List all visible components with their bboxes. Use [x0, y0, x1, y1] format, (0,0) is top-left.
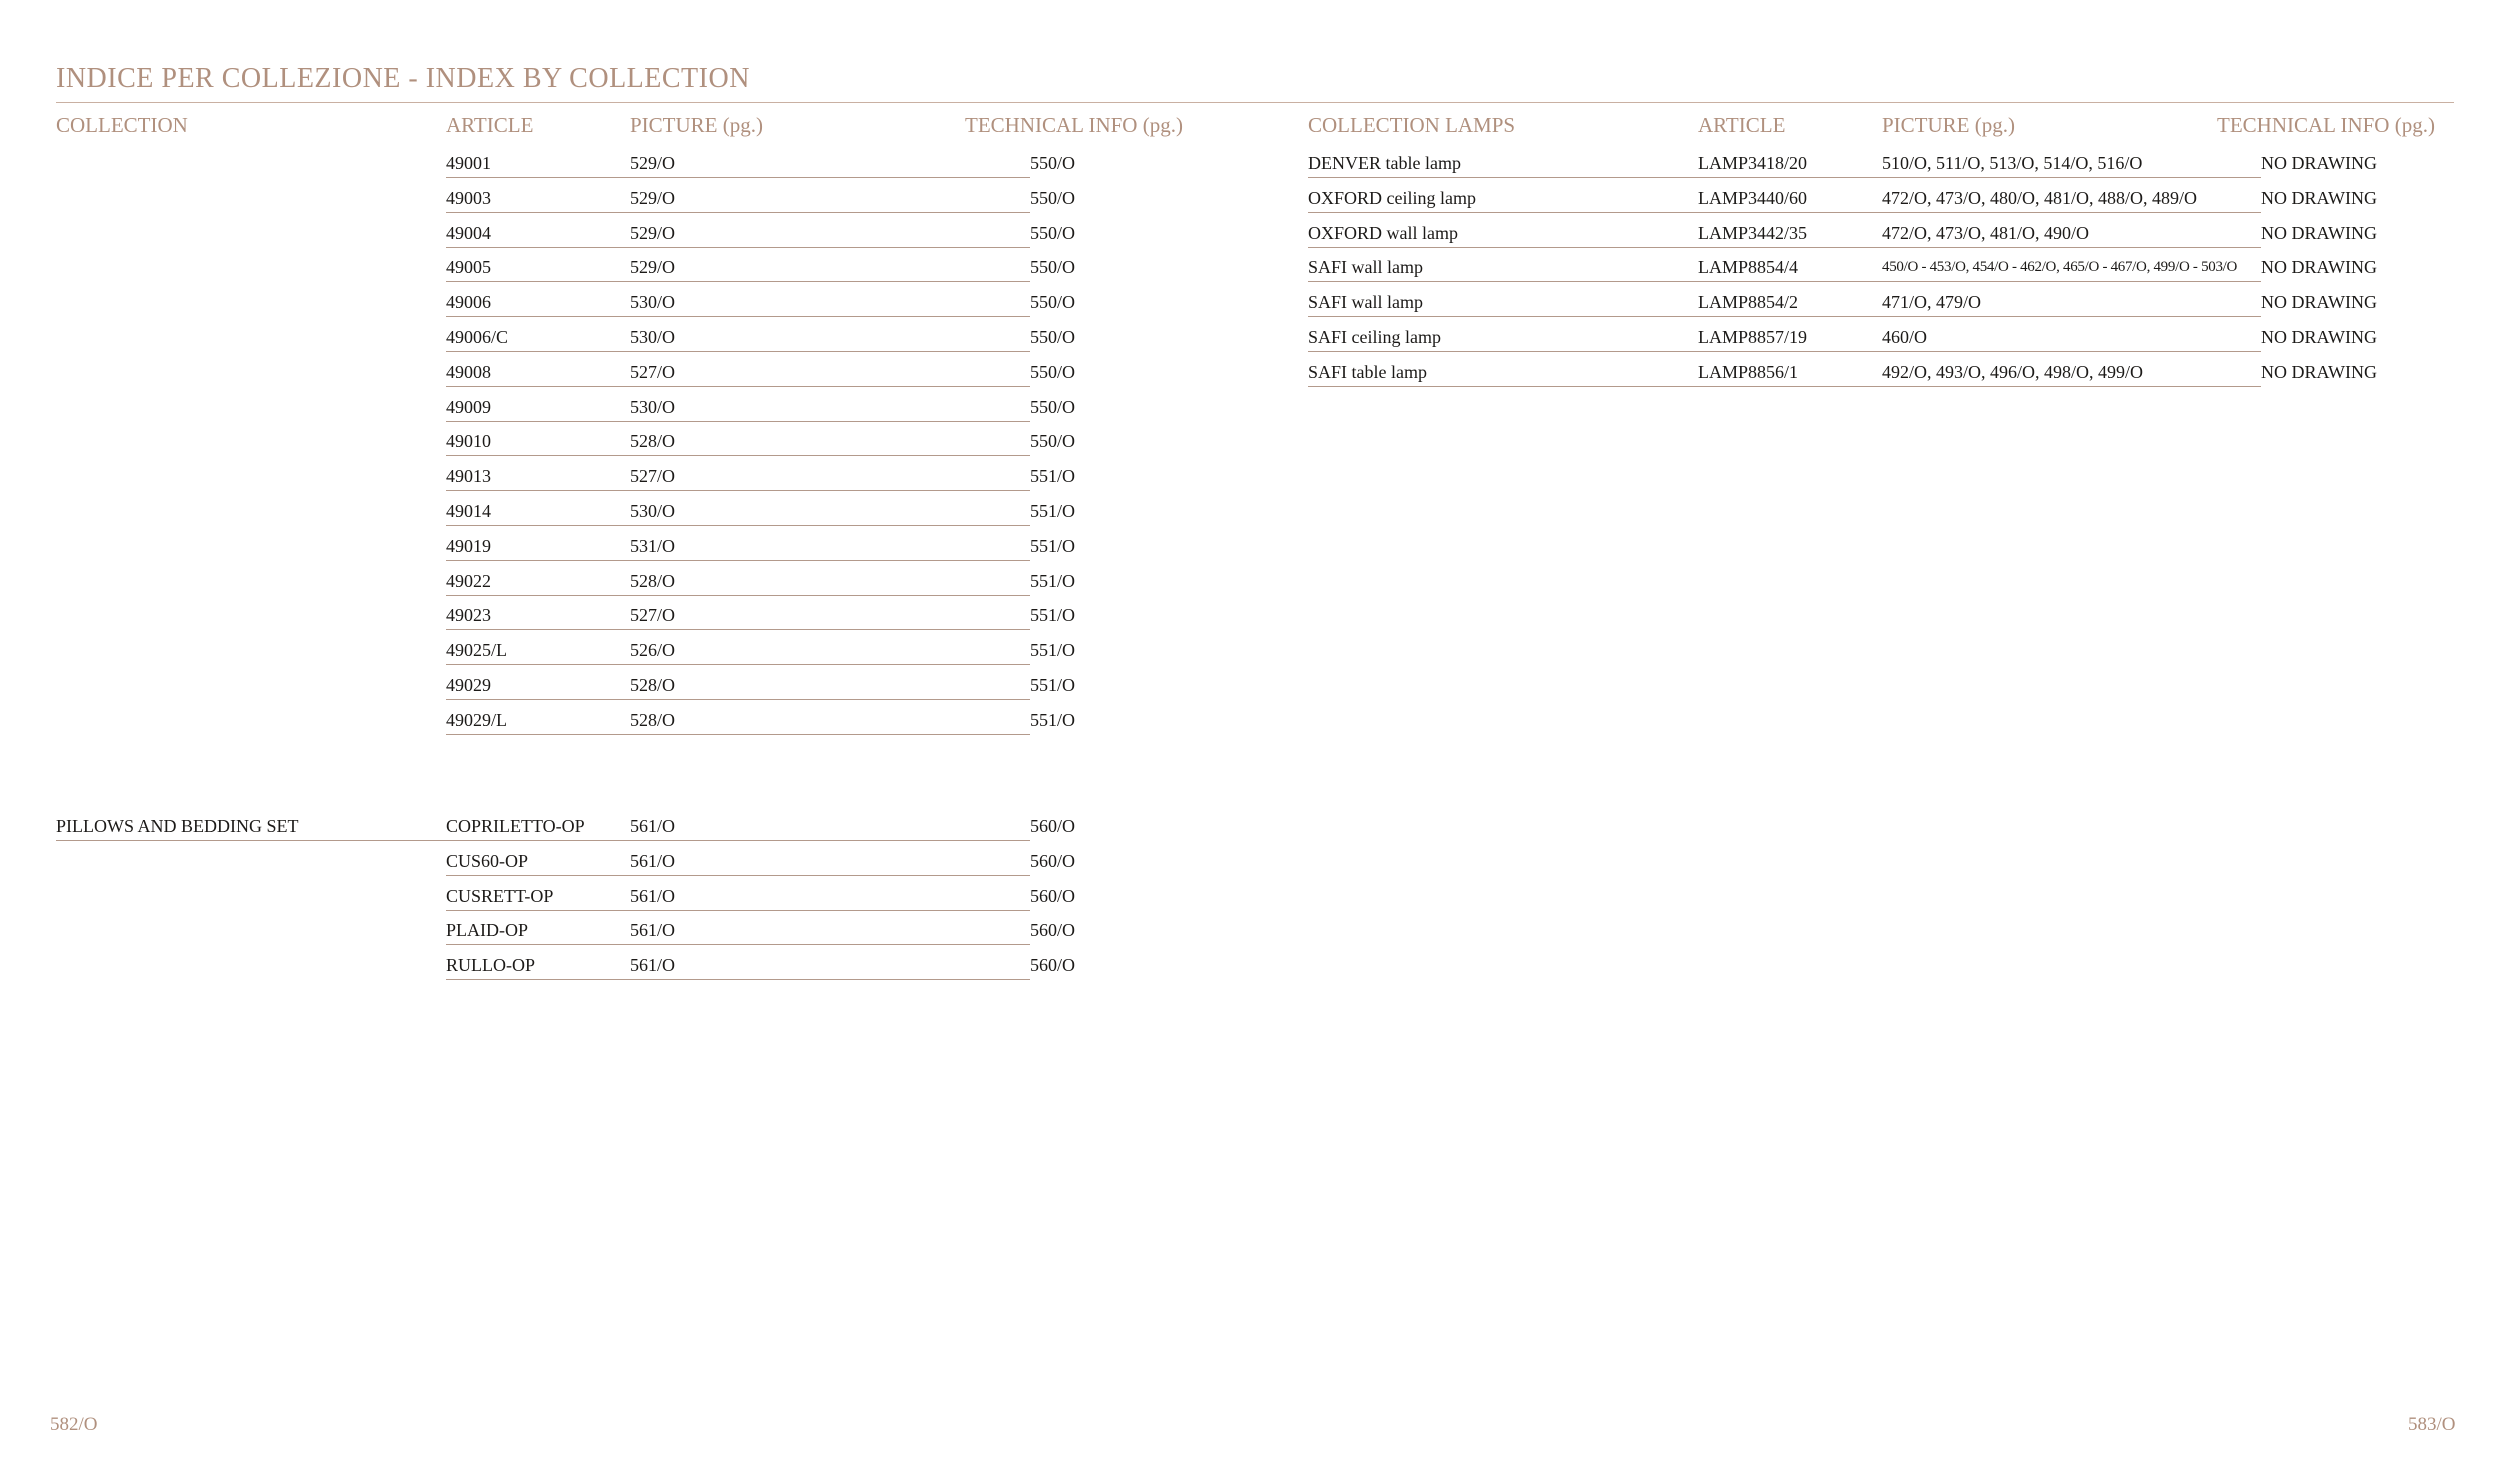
- picture-cell: [630, 951, 1030, 980]
- article-cell: [446, 812, 630, 841]
- picture-cell-text: 561/O: [630, 955, 675, 976]
- article-cell: [1698, 253, 1882, 282]
- technical-cell-text: 551/O: [1030, 675, 1075, 695]
- picture-cell: [630, 847, 1030, 876]
- picture-cell: [630, 427, 1030, 456]
- article-cell: [446, 532, 630, 561]
- article-cell: [446, 601, 630, 630]
- article-cell-text: 49005: [446, 257, 491, 278]
- article-cell: [446, 427, 630, 456]
- technical-cell-text: 551/O: [1030, 570, 1075, 591]
- picture-cell-text: 450/O - 453/O, 454/O - 462/O, 465/O - 467/O, 499/O - 503/O: [1882, 259, 2238, 276]
- picture-cell-text: 527/O: [630, 361, 675, 382]
- article-cell: [1698, 323, 1882, 352]
- technical-cell: [1030, 636, 1180, 664]
- technical-cell-text: 550/O: [1030, 361, 1075, 382]
- picture-cell: [630, 323, 1030, 352]
- picture-cell-text: 528/O: [630, 431, 675, 452]
- article-cell-text: 49004: [446, 222, 491, 243]
- picture-cell-text: 527/O: [630, 605, 675, 626]
- technical-cell-text: 550/O: [1030, 327, 1075, 347]
- technical-cell: [1030, 149, 1180, 177]
- collection-cell-text: SAFI ceiling lamp: [1308, 327, 1441, 347]
- article-cell: [446, 671, 630, 700]
- article-cell: [446, 951, 630, 980]
- collection-cell-text: SAFI wall lamp: [1308, 257, 1423, 278]
- collection-cell: [1308, 184, 1698, 213]
- article-cell-text: LAMP3418/20: [1698, 153, 1808, 173]
- collection-cell: [1308, 323, 1698, 352]
- picture-cell: [630, 149, 1030, 178]
- technical-cell-text: NO DRAWING: [2261, 327, 2378, 347]
- technical-cell-text: 551/O: [1030, 605, 1075, 626]
- article-cell-text: LAMP8854/2: [1698, 292, 1799, 313]
- article-cell-text: 49014: [446, 501, 491, 521]
- technical-cell: [2261, 149, 2411, 177]
- article-cell: [446, 393, 630, 422]
- article-cell: [446, 219, 630, 248]
- picture-cell: [1882, 149, 2261, 178]
- article-cell: [446, 636, 630, 665]
- article-cell-text: 49003: [446, 187, 491, 208]
- picture-cell-text: 528/O: [630, 709, 675, 730]
- technical-cell-text: 550/O: [1030, 431, 1075, 452]
- article-cell-text: 49008: [446, 361, 491, 382]
- picture-cell-text: 472/O, 473/O, 481/O, 490/O: [1882, 222, 2089, 243]
- page-title: INDICE PER COLLEZIONE - INDEX BY COLLECTION: [56, 63, 750, 94]
- technical-cell: [1030, 358, 1180, 386]
- article-cell: [1698, 288, 1882, 317]
- technical-cell-text: 550/O: [1030, 153, 1075, 173]
- article-cell: [446, 358, 630, 387]
- article-cell-text: LAMP3440/60: [1698, 187, 1808, 208]
- right-header-picture: PICTURE (pg.): [1882, 113, 2015, 137]
- picture-cell-text: 530/O: [630, 501, 675, 521]
- article-cell-text: PLAID-OP: [446, 920, 529, 941]
- technical-cell: [1030, 497, 1180, 525]
- picture-cell-text: 526/O: [630, 640, 675, 661]
- collection-cell: [1308, 288, 1698, 317]
- technical-cell-text: NO DRAWING: [2261, 257, 2378, 278]
- technical-cell-text: NO DRAWING: [2261, 292, 2378, 313]
- right-header-collection: COLLECTION LAMPS: [1308, 113, 1516, 137]
- left-header-article: ARTICLE: [446, 113, 534, 137]
- technical-cell: [1030, 951, 1180, 979]
- article-cell: [1698, 184, 1882, 213]
- technical-cell: [1030, 882, 1180, 910]
- picture-cell-text: 472/O, 473/O, 480/O, 481/O, 488/O, 489/O: [1882, 187, 2197, 208]
- technical-cell: [2261, 219, 2411, 247]
- article-cell: [1698, 149, 1882, 178]
- technical-cell-text: 560/O: [1030, 955, 1075, 976]
- picture-cell: [1882, 358, 2261, 387]
- picture-cell: [630, 916, 1030, 945]
- article-cell-text: LAMP3442/35: [1698, 222, 1808, 243]
- article-cell-text: 49022: [446, 570, 491, 591]
- technical-cell-text: 550/O: [1030, 292, 1075, 313]
- technical-cell: [1030, 462, 1180, 490]
- technical-cell: [1030, 812, 1180, 840]
- technical-cell: [1030, 567, 1180, 595]
- picture-cell: [1882, 288, 2261, 317]
- technical-cell-text: 551/O: [1030, 501, 1075, 521]
- article-cell: [446, 916, 630, 945]
- picture-cell-text: 527/O: [630, 466, 675, 487]
- technical-cell-text: 560/O: [1030, 816, 1075, 836]
- picture-cell-text: 529/O: [630, 187, 675, 208]
- technical-cell: [1030, 847, 1180, 875]
- article-cell-text: 49025/L: [446, 640, 507, 661]
- technical-cell: [2261, 253, 2411, 281]
- technical-cell-text: 551/O: [1030, 535, 1075, 556]
- title-rule: [56, 102, 2454, 103]
- article-cell-text: RULLO-OP: [446, 955, 535, 976]
- collection-cell: [1308, 149, 1698, 178]
- picture-cell-text: 529/O: [630, 222, 675, 243]
- picture-cell: [1882, 253, 2261, 282]
- technical-cell: [2261, 323, 2411, 351]
- picture-cell: [630, 288, 1030, 317]
- article-cell-text: 49029/L: [446, 709, 507, 730]
- picture-cell: [630, 219, 1030, 248]
- technical-cell: [1030, 323, 1180, 351]
- picture-cell: [630, 393, 1030, 422]
- technical-cell: [2261, 288, 2411, 316]
- collection-cell-text: SAFI wall lamp: [1308, 292, 1423, 313]
- technical-cell-text: 560/O: [1030, 920, 1075, 941]
- collection-cell-text: SAFI table lamp: [1308, 361, 1427, 382]
- technical-cell-text: NO DRAWING: [2261, 187, 2378, 208]
- technical-cell: [1030, 288, 1180, 316]
- technical-cell-text: 550/O: [1030, 257, 1075, 278]
- technical-cell-text: 560/O: [1030, 885, 1075, 906]
- picture-cell-text: 492/O, 493/O, 496/O, 498/O, 499/O: [1882, 361, 2143, 382]
- picture-cell: [630, 601, 1030, 630]
- picture-cell-text: 528/O: [630, 570, 675, 591]
- technical-cell-text: 550/O: [1030, 187, 1075, 208]
- technical-cell-text: NO DRAWING: [2261, 361, 2378, 382]
- picture-cell: [630, 358, 1030, 387]
- technical-cell: [1030, 671, 1180, 699]
- technical-cell: [1030, 253, 1180, 281]
- technical-cell: [1030, 427, 1180, 455]
- picture-cell-text: 471/O, 479/O: [1882, 292, 1981, 313]
- article-cell-text: LAMP8857/19: [1698, 327, 1808, 347]
- technical-cell-text: NO DRAWING: [2261, 222, 2378, 243]
- technical-cell: [1030, 184, 1180, 212]
- article-cell: [446, 567, 630, 596]
- article-cell-text: 49009: [446, 396, 491, 417]
- picture-cell: [630, 812, 1030, 841]
- page-number-left: 582/O: [50, 1414, 98, 1435]
- picture-cell-text: 510/O, 511/O, 513/O, 514/O, 516/O: [1882, 153, 2143, 173]
- picture-cell-text: 528/O: [630, 675, 675, 695]
- picture-cell: [630, 184, 1030, 213]
- article-cell: [446, 184, 630, 213]
- collection-cell: [1308, 358, 1698, 387]
- article-cell: [446, 462, 630, 491]
- technical-cell: [1030, 706, 1180, 734]
- collection-cell-text: PILLOWS AND BEDDING SET: [56, 816, 299, 836]
- picture-cell: [630, 706, 1030, 735]
- technical-cell: [1030, 393, 1180, 421]
- collection-cell-text: OXFORD wall lamp: [1308, 222, 1458, 243]
- technical-cell-text: 551/O: [1030, 466, 1075, 487]
- picture-cell: [630, 532, 1030, 561]
- technical-cell: [1030, 532, 1180, 560]
- article-cell-text: 49013: [446, 466, 491, 487]
- article-cell: [446, 847, 630, 876]
- collection-cell-text: DENVER table lamp: [1308, 153, 1461, 173]
- article-cell-text: 49029: [446, 675, 491, 695]
- collection-cell: [1308, 253, 1698, 282]
- collection-cell-text: OXFORD ceiling lamp: [1308, 187, 1476, 208]
- article-cell: [446, 149, 630, 178]
- article-cell: [446, 253, 630, 282]
- picture-cell: [630, 671, 1030, 700]
- article-cell-text: 49006/C: [446, 327, 509, 347]
- picture-cell: [1882, 323, 2261, 352]
- left-header-picture: PICTURE (pg.): [630, 113, 763, 137]
- picture-cell-text: 561/O: [630, 816, 675, 836]
- article-cell-text: 49001: [446, 153, 491, 173]
- article-cell-text: CUS60-OP: [446, 850, 529, 871]
- article-cell: [1698, 219, 1882, 248]
- article-cell: [446, 323, 630, 352]
- picture-cell: [630, 462, 1030, 491]
- article-cell: [446, 706, 630, 735]
- technical-cell-text: 550/O: [1030, 222, 1075, 243]
- article-cell-text: COPRILETTO-OP: [446, 816, 585, 836]
- picture-cell-text: 561/O: [630, 920, 675, 941]
- picture-cell-text: 530/O: [630, 327, 675, 347]
- picture-cell-text: 529/O: [630, 153, 675, 173]
- technical-cell-text: 560/O: [1030, 850, 1075, 871]
- article-cell-text: 49010: [446, 431, 491, 452]
- picture-cell: [630, 497, 1030, 526]
- left-header-collection: COLLECTION: [56, 113, 188, 137]
- picture-cell: [630, 253, 1030, 282]
- picture-cell-text: 530/O: [630, 292, 675, 313]
- article-cell-text: LAMP8854/4: [1698, 257, 1799, 278]
- article-cell-text: CUSRETT-OP: [446, 885, 554, 906]
- technical-cell: [1030, 916, 1180, 944]
- picture-cell-text: 561/O: [630, 885, 675, 906]
- picture-cell: [1882, 219, 2261, 248]
- page-number-right: 583/O: [2408, 1414, 2456, 1435]
- picture-cell-text: 561/O: [630, 850, 675, 871]
- right-header-article: ARTICLE: [1698, 113, 1786, 137]
- article-cell: [1698, 358, 1882, 387]
- article-cell-text: 49019: [446, 535, 491, 556]
- technical-cell-text: 551/O: [1030, 640, 1075, 661]
- technical-cell: [2261, 184, 2411, 212]
- article-cell: [446, 288, 630, 317]
- technical-cell-text: NO DRAWING: [2261, 153, 2378, 173]
- picture-cell-text: 460/O: [1882, 327, 1927, 347]
- picture-cell-text: 530/O: [630, 396, 675, 417]
- picture-cell-text: 531/O: [630, 535, 675, 556]
- article-cell: [446, 882, 630, 911]
- picture-cell: [1882, 184, 2261, 213]
- technical-cell: [2261, 358, 2411, 386]
- article-cell-text: 49023: [446, 605, 491, 626]
- picture-cell: [630, 567, 1030, 596]
- technical-cell-text: 550/O: [1030, 396, 1075, 417]
- technical-cell: [1030, 219, 1180, 247]
- article-cell: [446, 497, 630, 526]
- left-header-technical: TECHNICAL INFO (pg.): [965, 113, 1183, 137]
- right-header-technical: TECHNICAL INFO (pg.): [2217, 113, 2435, 137]
- picture-cell-text: 529/O: [630, 257, 675, 278]
- collection-cell: [1308, 219, 1698, 248]
- picture-cell: [630, 636, 1030, 665]
- technical-cell: [1030, 601, 1180, 629]
- picture-cell: [630, 882, 1030, 911]
- article-cell-text: LAMP8856/1: [1698, 361, 1799, 382]
- collection-cell: [56, 812, 446, 841]
- article-cell-text: 49006: [446, 292, 491, 313]
- technical-cell-text: 551/O: [1030, 709, 1075, 730]
